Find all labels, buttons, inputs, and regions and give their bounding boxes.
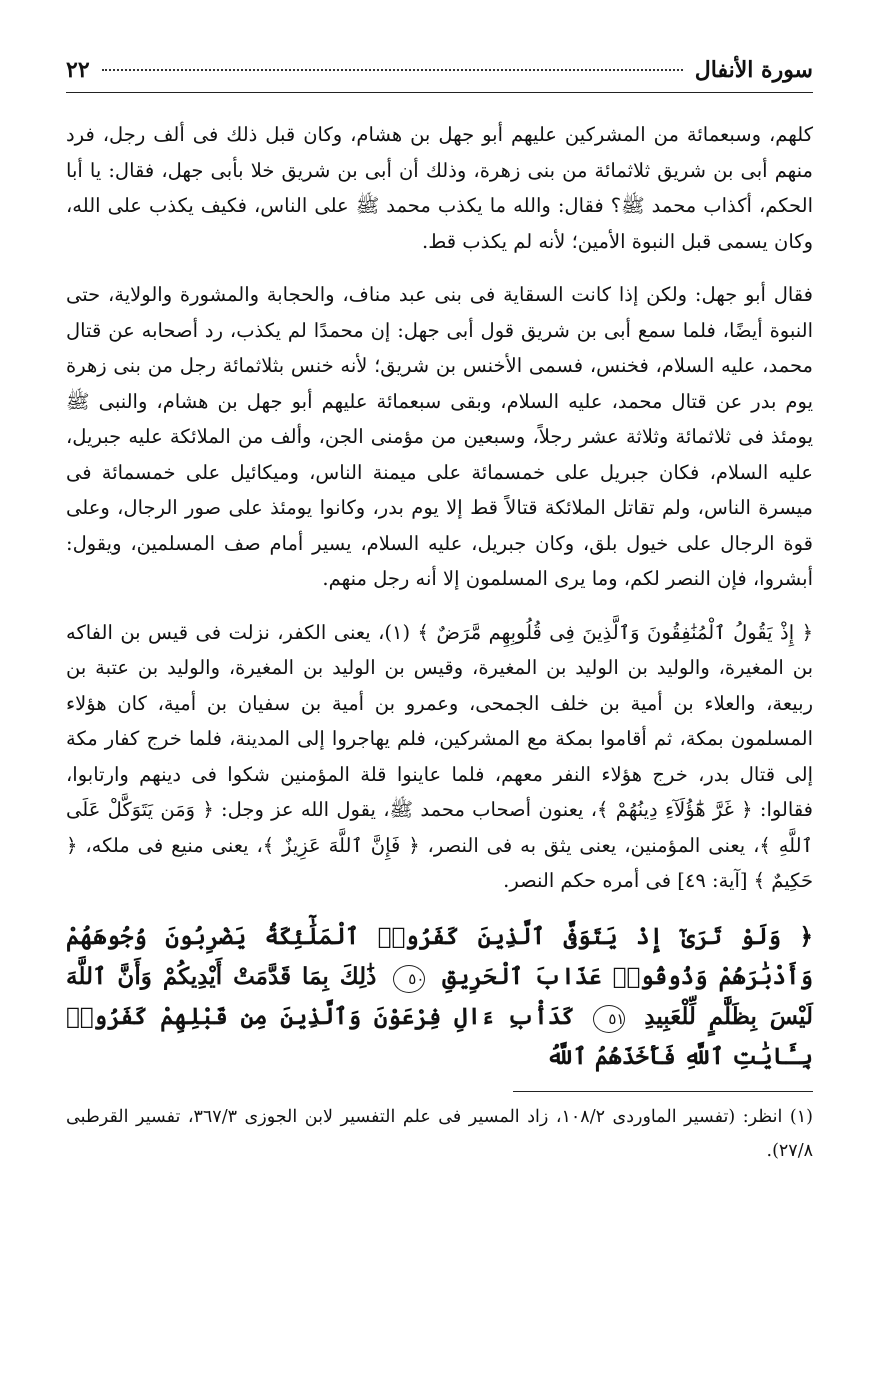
footnote: (١) انظر: (تفسير الماوردى ١٠٨/٢، زاد المسير فى علم التفسير لابن الجوزى ٣٦٧/٣، تفسير القرطبى ٢٧/٨). [66,1106,813,1161]
header-dotted-leader [102,69,683,71]
verse-part-2: ذَٰلِكَ بِمَا قَدَّمَتْ أَيْدِيكُمْ وَأَنَّ ٱللَّهَ لَيْسَ بِظَلَّٰمٍ لِّلْعَبِيدِ [66,962,813,1030]
page-number: ٢٢ [66,57,90,83]
quran-verse-block [66,917,813,1077]
paragraph-2: فقال أبو جهل: ولكن إذا كانت السقاية فى بنى عبد مناف، والحجابة والمشورة والولاية، حتى النبوة أيضًا، فلما سمع أبى بن شريق قول أبى جهل: إن محمدًا لم يكذب، رد أصحابه عن قتال محمد، عليه السلام، فخنس، فسمى الأخنس بن شريق؛ لأنه خنس بثلاثمائة رجل من بنى زهرة يوم بدر عن قتال محمد، عليه السلام، وبقى سبعمائة عليهم أبو جهل بن هشام، والنبى ﷺ يومئذ فى ثلاثمائة وثلاثة عشر رجلاً، وسبعين من مؤمنى الجن، وألف من الملائكة عليه جبريل، عليه السلام، فكان جبريل على خمسمائة على ميمنة الناس، وميكائيل على خمسمائة فى ميسرة الناس، ولم تقاتل الملائكة قتالاً قط إلا يوم بدر، وكانوا يومئذ على صور الرجال، وعلى قوة الرجال على خيول بلق، وكان جبريل، عليه السلام، يسير أمام صف المسلمين، ويقول: أبشروا، فإن النصر لكم، وما يرى المسلمون إلا أنه رجل منهم. [66,283,813,590]
verse-part-1: ﴿ وَلَوْ تَرَىٰٓ إِذْ يَتَوَفَّى ٱلَّذِينَ كَفَرُوا۟ ٱلْمَلَٰٓئِكَةُ يَضْرِبُونَ وُجُوهَهُمْ وَأَدْبَٰرَهُمْ وَذُوقُوا۟ عَذَابَ ٱلْحَرِيقِ [66,922,813,990]
ayah-number-marker: ٥١ [593,1005,625,1033]
ayah-number-marker: ٥٠ [393,965,425,993]
page-header [66,48,813,93]
surah-title: سورة الأنفال [694,57,813,83]
verse-part-3: كَدَأْبِ ءَالِ فِرْعَوْنَ وَٱلَّذِينَ مِن قَبْلِهِمْ كَفَرُوا۟ بِـَٔايَٰتِ ٱللَّهِ فَأَخَذَهُمُ ٱللَّهُ [66,1002,813,1070]
footnote-divider [513,1091,813,1092]
paragraph-1: كلهم، وسبعمائة من المشركين عليهم أبو جهل بن هشام، وكان قبل ذلك فى ألف رجل، فرد منهم أبى بن شريق ثلاثمائة من بنى زهرة، وذلك أن أبى بن شريق خلا بأبى جهل، فقال: يا أبا الحكم، أكذاب محمد ﷺ؟ فقال: والله ما يكذب محمد ﷺ على الناس، فكيف يكذب على الله، وكان يسمى قبل النبوة الأمين؛ لأنه لم يكذب قط. [66,123,813,253]
paragraph-3: ﴿ إِذْ يَقُولُ ٱلْمُنَٰفِقُونَ وَٱلَّذِينَ فِى قُلُوبِهِم مَّرَضٌ ﴾ (١)، يعنى الكفر، نزلت فى قيس بن الفاكه بن المغيرة، والوليد بن الوليد بن المغيرة، وقيس بن الوليد بن المغيرة، والوليد بن عتبة بن ربيعة، والعلاء بن أمية بن خلف الجمحى، وعمرو بن أمية بن سفيان بن أمية، كان هؤلاء المسلمون بمكة، ثم أقاموا بمكة مع المشركين، فلم يهاجروا إلى المدينة، فلما خرج كفار مكة إلى قتال بدر، خرج هؤلاء النفر معهم، فلما عاينوا قلة المؤمنين شكوا فى دينهم وارتابوا، فقالوا: ﴿ غَرَّ هَٰٓؤُلَآءِ دِينُهُمْ ﴾، يعنون أصحاب محمد ﷺ، يقول الله عز وجل: ﴿ وَمَن يَتَوَكَّلْ عَلَى ٱللَّهِ ﴾، يعنى المؤمنين، يعنى يثق به فى النصر، ﴿ فَإِنَّ ٱللَّهَ عَزِيزٌ ﴾، يعنى منيع فى ملكه، ﴿ حَكِيمٌ ﴾ [آية: ٤٩] فى أمره حكم النصر. [66,620,813,892]
